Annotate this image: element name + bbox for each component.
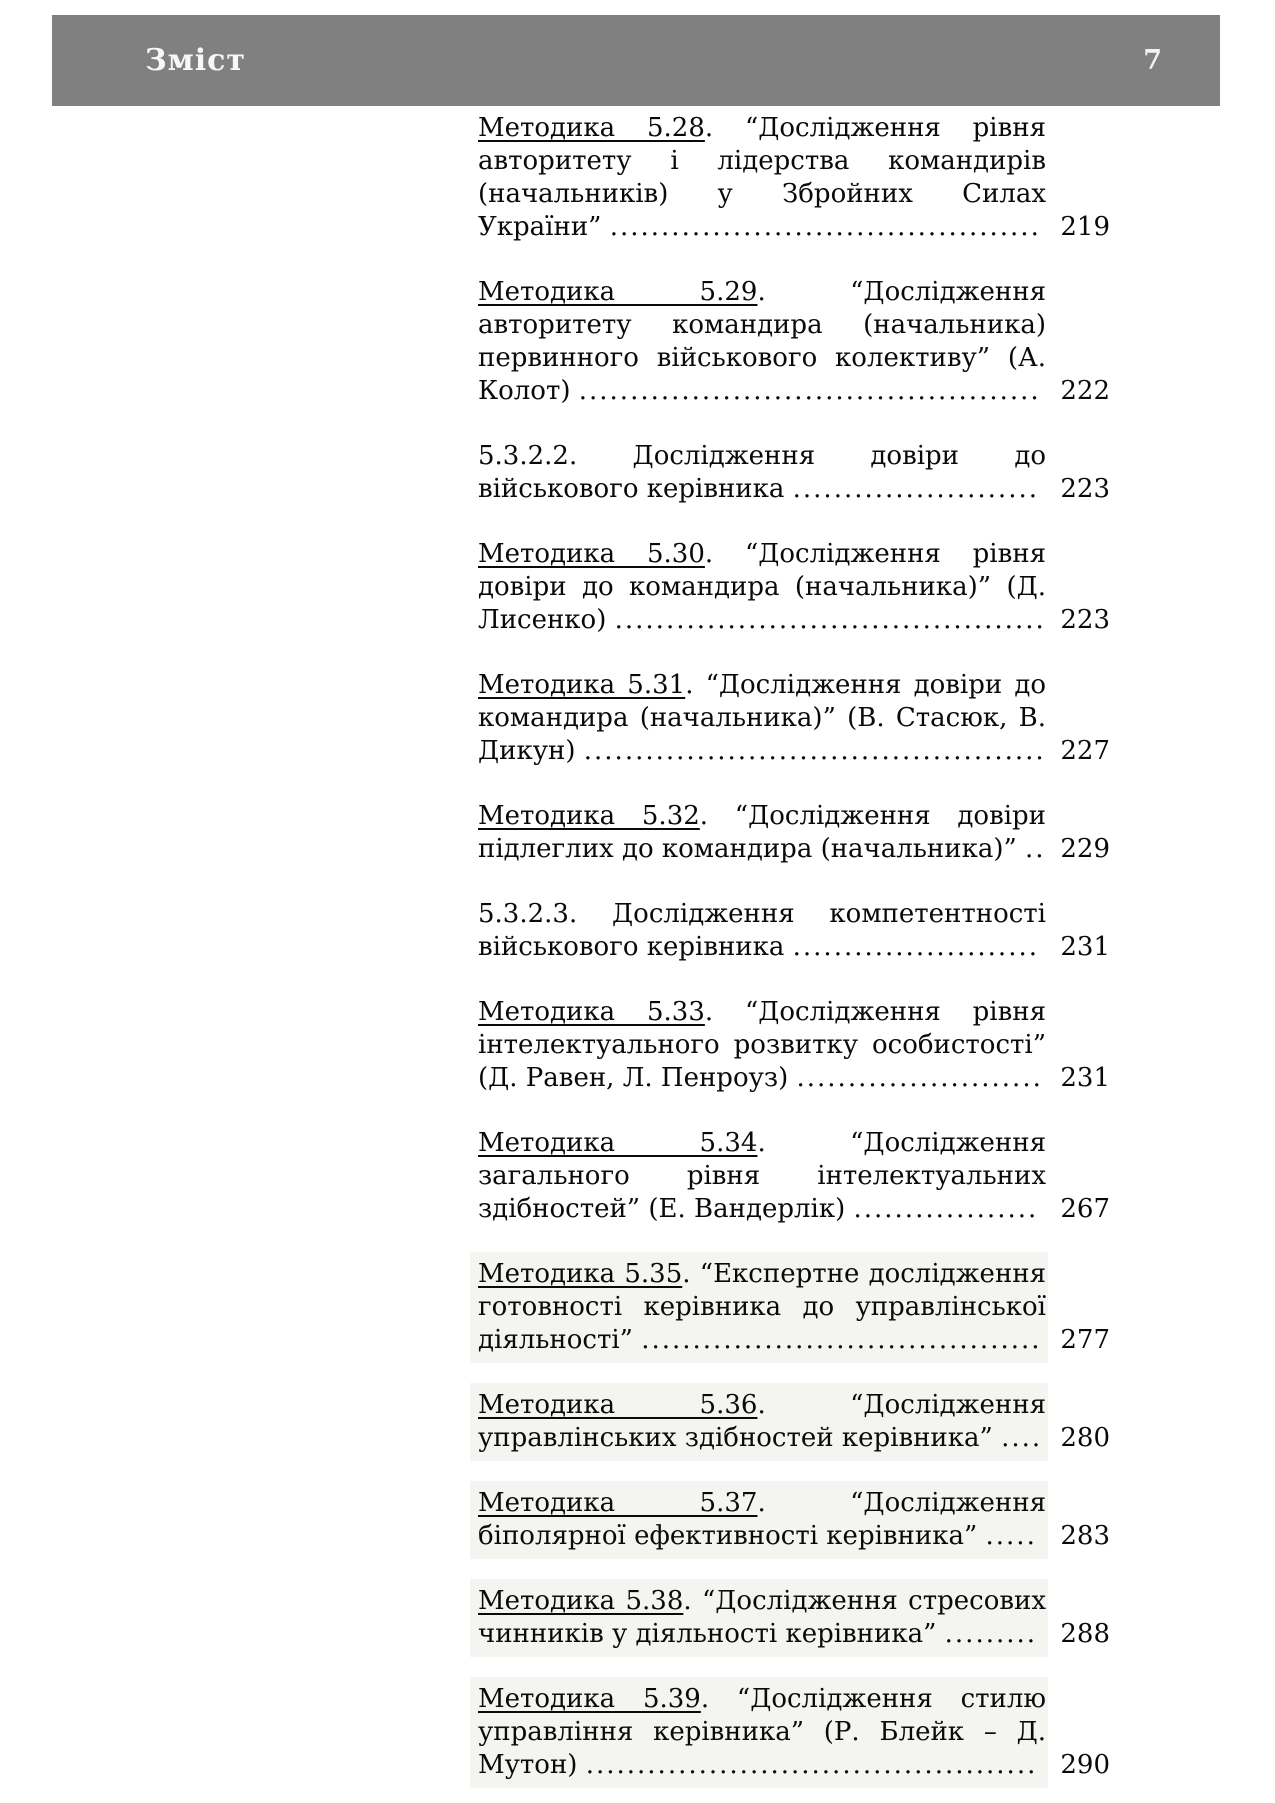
toc-entry-title: . “Дослідження рівня авторитету і лідерства командирів (начальників) у Збройних Силах України” bbox=[478, 113, 1046, 242]
toc-entry-text bbox=[478, 669, 1046, 768]
toc-entry bbox=[478, 1258, 1110, 1357]
toc-entry-text bbox=[470, 1677, 1048, 1788]
toc-entry-page-number: 219 bbox=[1060, 212, 1110, 242]
toc-entry-page-number: 277 bbox=[1060, 1325, 1110, 1355]
toc-entry-page-number: 288 bbox=[1060, 1619, 1110, 1649]
toc-entry bbox=[478, 112, 1110, 244]
dot-leader: ..... bbox=[985, 1521, 1037, 1551]
toc-entry-title: . “Дослідження стилю управління керівника” (Р. Блейк – Д. Мутон) bbox=[478, 1684, 1046, 1780]
toc-entry-page-number: 227 bbox=[1060, 736, 1110, 766]
dot-leader: ........................ bbox=[792, 474, 1039, 504]
toc-entry-title: . “Дослідження управлінських здібностей керівника” bbox=[478, 1390, 1046, 1453]
toc-entry-page-number: 223 bbox=[1060, 605, 1110, 635]
toc-entry-page-number: 222 bbox=[1060, 376, 1110, 406]
toc-entry bbox=[478, 440, 1110, 506]
toc-entry-page-number: 229 bbox=[1060, 834, 1110, 864]
dot-leader: .......................................... bbox=[614, 605, 1046, 635]
toc-entry-page-number: 280 bbox=[1060, 1423, 1110, 1453]
toc-entry-label: Методика 5.29 bbox=[478, 277, 758, 307]
toc-entry bbox=[478, 1389, 1110, 1455]
toc-entry-page-number: 283 bbox=[1060, 1521, 1110, 1551]
toc-entry-label: 5.3.2.3. bbox=[478, 899, 578, 929]
toc-entry-title: . “Дослідження авторитету командира (начальника) первинного військового колективу” (А. Колот) bbox=[478, 277, 1046, 406]
toc-entry-text bbox=[478, 112, 1046, 244]
toc-entry-label: Методика 5.28 bbox=[478, 113, 705, 143]
toc-entry bbox=[478, 1487, 1110, 1553]
toc-entry-label: Методика 5.36 bbox=[478, 1390, 758, 1420]
toc-entry-label: Методика 5.33 bbox=[478, 997, 705, 1027]
toc-entry-title: . “Дослідження біполярної ефективності керівника” bbox=[478, 1488, 1046, 1551]
toc-entry-label: Методика 5.34 bbox=[478, 1128, 758, 1158]
toc-entry-label: Методика 5.39 bbox=[478, 1684, 701, 1714]
toc-entry bbox=[478, 800, 1110, 866]
toc-entry-page-number: 231 bbox=[1060, 932, 1110, 962]
toc-entry-title: . “Дослідження загального рівня інтелектуальних здібностей” (Е. Вандерлік) bbox=[478, 1128, 1046, 1224]
dot-leader: .... bbox=[1001, 1423, 1043, 1453]
toc-entry-title: . “Дослідження довіри підлеглих до командира (начальника)” bbox=[478, 801, 1046, 864]
toc-entry-label: Методика 5.38 bbox=[478, 1586, 684, 1616]
toc-entry-label: Методика 5.35 bbox=[478, 1259, 683, 1289]
toc-entry-page-number: 223 bbox=[1060, 474, 1110, 504]
toc-entry-title: . “Дослідження довіри до командира (начальника)” (В. Стасюк, В. Дикун) bbox=[478, 670, 1046, 766]
toc-entry-text bbox=[470, 1252, 1048, 1363]
toc-entry bbox=[478, 538, 1110, 637]
page-header bbox=[52, 15, 1220, 106]
toc-entry-page-number: 290 bbox=[1060, 1750, 1110, 1780]
toc-entry bbox=[478, 276, 1110, 408]
toc-entry-text bbox=[470, 1579, 1048, 1657]
toc-entry bbox=[478, 996, 1110, 1095]
dot-leader: ............................................ bbox=[585, 1750, 1038, 1780]
toc-entry-text bbox=[470, 1383, 1048, 1461]
toc-entry-label: Методика 5.31 bbox=[478, 670, 686, 700]
toc-entry bbox=[478, 1585, 1110, 1651]
toc-entry-text bbox=[478, 800, 1046, 866]
toc-entry-text bbox=[470, 1481, 1048, 1559]
toc-entry-label: Методика 5.30 bbox=[478, 539, 705, 569]
toc-entry-title: . “Дослідження рівня інтелектуального розвитку особистості” (Д. Равен, Л. Пенроуз) bbox=[478, 997, 1046, 1093]
dot-leader: ............................................. bbox=[578, 376, 1041, 406]
dot-leader: .................. bbox=[853, 1194, 1039, 1224]
dot-leader: ....................................... bbox=[641, 1325, 1042, 1355]
toc-entry bbox=[478, 1683, 1110, 1782]
toc-entry-title: . “Дослідження стресових чинників у діяльності керівника” bbox=[478, 1586, 1046, 1649]
dot-leader: .. bbox=[1025, 834, 1046, 864]
toc-entry-page-number: 267 bbox=[1060, 1194, 1110, 1224]
toc-entry-text bbox=[478, 996, 1046, 1095]
toc-entry-label: Методика 5.37 bbox=[478, 1488, 758, 1518]
toc-entry-text bbox=[478, 1127, 1046, 1226]
toc-entry-label: Методика 5.32 bbox=[478, 801, 700, 831]
toc-entry-title: Дослідження компетентності військового керівника bbox=[478, 899, 1046, 962]
dot-leader: ............................................. bbox=[583, 736, 1046, 766]
dot-leader: ......... bbox=[944, 1619, 1038, 1649]
dot-leader: ........................ bbox=[796, 1063, 1043, 1093]
toc-list bbox=[478, 112, 1110, 1803]
toc-entry bbox=[478, 669, 1110, 768]
toc-entry-text bbox=[478, 276, 1046, 408]
toc-entry-title: . “Дослідження рівня довіри до командира (начальника)” (Д. Лисенко) bbox=[478, 539, 1046, 635]
toc-entry-text bbox=[478, 898, 1046, 964]
dot-leader: ........................ bbox=[792, 932, 1039, 962]
dot-leader: .......................................... bbox=[609, 212, 1041, 242]
page-title: Зміст bbox=[145, 43, 246, 78]
toc-entry bbox=[478, 1127, 1110, 1226]
toc-entry-text bbox=[478, 538, 1046, 637]
toc-entry bbox=[478, 898, 1110, 964]
toc-entry-label: 5.3.2.2. bbox=[478, 441, 578, 471]
header-page-number: 7 bbox=[1143, 45, 1162, 76]
toc-entry-page-number: 231 bbox=[1060, 1063, 1110, 1093]
toc-entry-text bbox=[478, 440, 1046, 506]
toc-entry-title: . “Експертне дослідження готовності керівника до управлінської діяльності” bbox=[478, 1259, 1047, 1355]
toc-entry-title: Дослідження довіри до військового керівника bbox=[478, 441, 1046, 504]
